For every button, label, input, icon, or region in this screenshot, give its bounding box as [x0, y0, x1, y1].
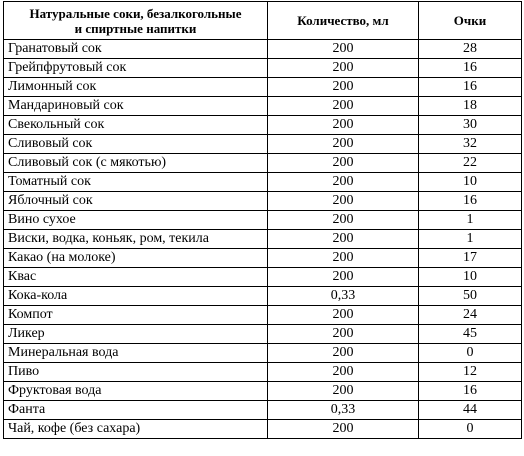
quantity-cell: 200 — [268, 59, 419, 78]
drink-name-cell: Квас — [4, 268, 268, 287]
points-cell: 32 — [419, 135, 522, 154]
table-row — [4, 401, 522, 420]
points-cell: 44 — [419, 401, 522, 420]
drink-name-cell: Виски, водка, коньяк, ром, текила — [4, 230, 268, 249]
drink-name-cell: Кока-кола — [4, 287, 268, 306]
quantity-cell: 200 — [268, 192, 419, 211]
points-cell: 16 — [419, 78, 522, 97]
table-row — [4, 192, 522, 211]
table-row — [4, 249, 522, 268]
quantity-cell: 200 — [268, 363, 419, 382]
drink-name-cell: Компот — [4, 306, 268, 325]
table-row — [4, 363, 522, 382]
points-cell: 16 — [419, 192, 522, 211]
table-row — [4, 382, 522, 401]
table-row — [4, 420, 522, 439]
quantity-cell: 200 — [268, 382, 419, 401]
points-cell: 16 — [419, 382, 522, 401]
table-row — [4, 211, 522, 230]
points-cell: 10 — [419, 173, 522, 192]
quantity-cell: 200 — [268, 40, 419, 59]
points-cell: 10 — [419, 268, 522, 287]
points-cell: 16 — [419, 59, 522, 78]
quantity-cell: 200 — [268, 211, 419, 230]
header-points: Очки — [419, 2, 522, 40]
drink-name-cell: Мандариновый сок — [4, 97, 268, 116]
table-row — [4, 154, 522, 173]
table-row — [4, 268, 522, 287]
drink-name-cell: Лимонный сок — [4, 78, 268, 97]
points-cell: 50 — [419, 287, 522, 306]
drink-name-cell: Томатный сок — [4, 173, 268, 192]
points-cell: 28 — [419, 40, 522, 59]
table-row — [4, 344, 522, 363]
table-row — [4, 78, 522, 97]
header-drink-name-line1: Натуральные соки, безалкогольные — [29, 5, 242, 21]
table-row — [4, 306, 522, 325]
drink-name-cell: Грейпфрутовый сок — [4, 59, 268, 78]
quantity-cell: 200 — [268, 173, 419, 192]
drink-name-cell: Чай, кофе (без сахара) — [4, 420, 268, 439]
points-cell: 18 — [419, 97, 522, 116]
table-row — [4, 116, 522, 135]
drink-name-cell: Фруктовая вода — [4, 382, 268, 401]
quantity-cell: 200 — [268, 249, 419, 268]
quantity-cell: 0,33 — [268, 401, 419, 420]
header-drink-name — [4, 2, 268, 40]
points-cell: 24 — [419, 306, 522, 325]
header-drink-name-line2: и спиртные напитки — [74, 20, 197, 36]
quantity-cell: 200 — [268, 135, 419, 154]
table-row — [4, 135, 522, 154]
table-row — [4, 59, 522, 78]
table-body — [4, 40, 522, 439]
table-row — [4, 40, 522, 59]
quantity-cell: 200 — [268, 325, 419, 344]
table-row — [4, 325, 522, 344]
points-cell: 0 — [419, 344, 522, 363]
quantity-cell: 200 — [268, 420, 419, 439]
quantity-cell: 200 — [268, 78, 419, 97]
points-cell: 30 — [419, 116, 522, 135]
drink-name-cell: Сливовый сок — [4, 135, 268, 154]
drink-name-cell: Ликер — [4, 325, 268, 344]
quantity-cell: 200 — [268, 116, 419, 135]
quantity-cell: 200 — [268, 268, 419, 287]
drink-name-cell: Яблочный сок — [4, 192, 268, 211]
quantity-cell: 200 — [268, 230, 419, 249]
quantity-cell: 200 — [268, 154, 419, 173]
points-cell: 12 — [419, 363, 522, 382]
header-quantity: Количество, мл — [268, 2, 419, 40]
header-row — [4, 2, 522, 40]
quantity-cell: 200 — [268, 97, 419, 116]
table-header — [4, 2, 522, 40]
points-cell: 45 — [419, 325, 522, 344]
drink-name-cell: Сливовый сок (с мякотью) — [4, 154, 268, 173]
drink-name-cell: Минеральная вода — [4, 344, 268, 363]
points-cell: 17 — [419, 249, 522, 268]
table-row — [4, 173, 522, 192]
drinks-points-table — [3, 1, 522, 439]
drink-name-cell: Какао (на молоке) — [4, 249, 268, 268]
table-row — [4, 97, 522, 116]
quantity-cell: 200 — [268, 306, 419, 325]
table-row — [4, 230, 522, 249]
drink-name-cell: Пиво — [4, 363, 268, 382]
points-cell: 0 — [419, 420, 522, 439]
drink-name-cell: Гранатовый сок — [4, 40, 268, 59]
table-row — [4, 287, 522, 306]
drink-name-cell: Свекольный сок — [4, 116, 268, 135]
points-cell: 22 — [419, 154, 522, 173]
quantity-cell: 0,33 — [268, 287, 419, 306]
points-cell: 1 — [419, 230, 522, 249]
drink-name-cell: Вино сухое — [4, 211, 268, 230]
points-cell: 1 — [419, 211, 522, 230]
drink-name-cell: Фанта — [4, 401, 268, 420]
quantity-cell: 200 — [268, 344, 419, 363]
